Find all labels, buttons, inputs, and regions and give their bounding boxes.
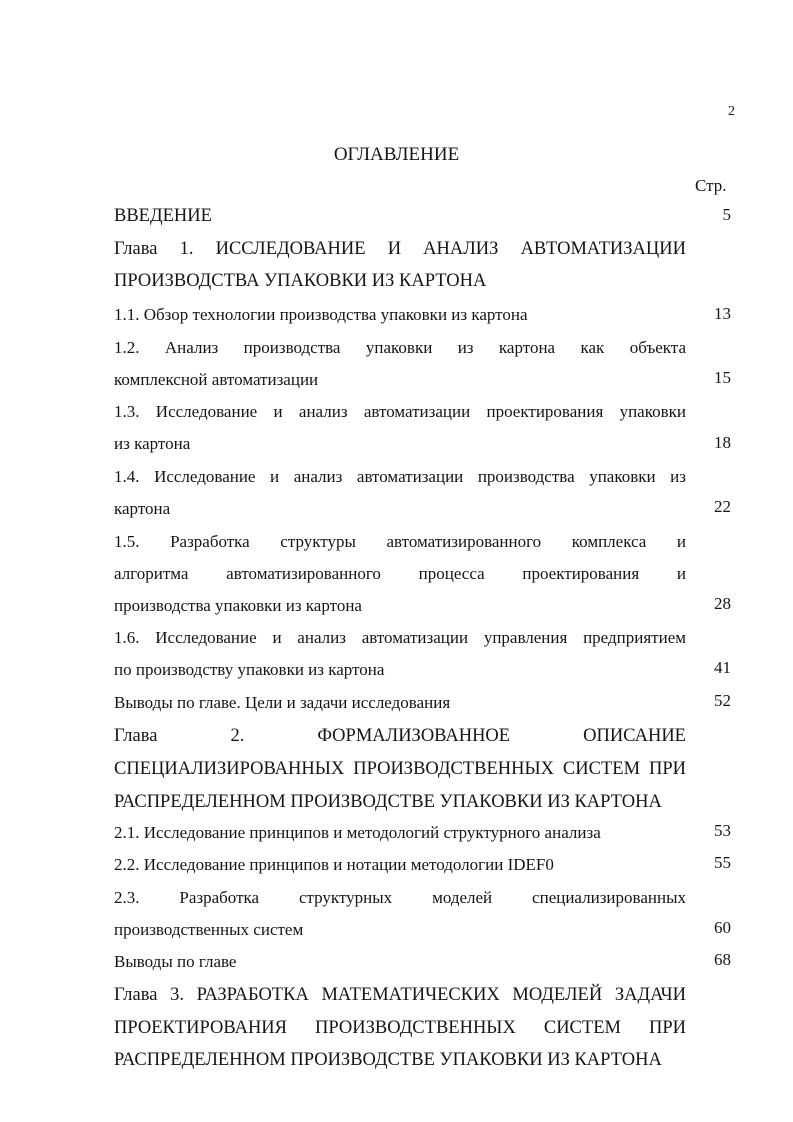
toc-line: комплексной автоматизации [114,370,319,389]
toc-line: 2.3. Разработка структурных моделей специализированных [114,888,686,907]
toc-line: ПРОЕКТИРОВАНИЯ ПРОИЗВОДСТВЕННЫХ СИСТЕМ ПРИ [114,1018,686,1038]
toc-line: производства упаковки из картона [114,596,362,615]
toc-page: 5 [722,205,731,224]
toc-line: 1.5. Разработка структуры автоматизированного комплекса и [114,532,686,551]
toc-line: из картона [114,434,191,453]
toc-page: 53 [714,821,731,840]
toc-line: Глава 1. ИССЛЕДОВАНИЕ И АНАЛИЗ АВТОМАТИЗАЦИИ [114,239,686,259]
toc-page: 15 [714,368,731,387]
page-number: 2 [728,104,735,119]
toc-line: производственных систем [114,920,304,939]
toc-line: 1.2. Анализ производства упаковки из картона как объекта [114,338,686,357]
toc-page: 60 [714,918,731,937]
toc-line: по производству упаковки из картона [114,660,385,679]
toc-line: РАСПРЕДЕЛЕННОМ ПРОИЗВОДСТВЕ УПАКОВКИ ИЗ КАРТОНА [114,1050,662,1070]
toc-page: 68 [714,950,731,969]
toc-page: 18 [714,433,731,452]
toc-line: 1.4. Исследование и анализ автоматизации производства упаковки из [114,467,686,486]
toc-line: Глава 2. ФОРМАЛИЗОВАННОЕ ОПИСАНИЕ [114,726,686,746]
toc-line: ПРОИЗВОДСТВА УПАКОВКИ ИЗ КАРТОНА [114,271,487,291]
page-column-label: Стр. [695,176,727,195]
toc-line: Глава 3. РАЗРАБОТКА МАТЕМАТИЧЕСКИХ МОДЕЛЕЙ ЗАДАЧИ [114,985,686,1005]
toc-line: 1.1. Обзор технологии производства упаковки из картона [114,305,528,324]
toc-line: Выводы по главе. Цели и задачи исследования [114,693,451,712]
toc-line: РАСПРЕДЕЛЕННОМ ПРОИЗВОДСТВЕ УПАКОВКИ ИЗ КАРТОНА [114,792,662,812]
toc-line: ВВЕДЕНИЕ [114,206,212,226]
toc-page: 28 [714,594,731,613]
toc-page: 13 [714,304,731,323]
toc-line: СПЕЦИАЛИЗИРОВАННЫХ ПРОИЗВОДСТВЕННЫХ СИСТЕМ ПРИ [114,759,686,779]
toc-page: 22 [714,497,731,516]
toc-line: 2.1. Исследование принципов и методологий структурного анализа [114,823,601,842]
toc-line: 1.3. Исследование и анализ автоматизации проектирования упаковки [114,402,686,421]
toc-title: ОГЛАВЛЕНИЕ [333,144,460,165]
toc-line: Выводы по главе [114,952,237,971]
toc-line: картона [114,499,171,518]
toc-line: алгоритма автоматизированного процесса проектирования и [114,564,686,583]
toc-page: 41 [714,658,731,677]
toc-line: 1.6. Исследование и анализ автоматизации управления предприятием [114,628,686,647]
toc-page: 55 [714,853,731,872]
toc-line: 2.2. Исследование принципов и нотации методологии IDEF0 [114,855,554,874]
toc-page: 52 [714,691,731,710]
